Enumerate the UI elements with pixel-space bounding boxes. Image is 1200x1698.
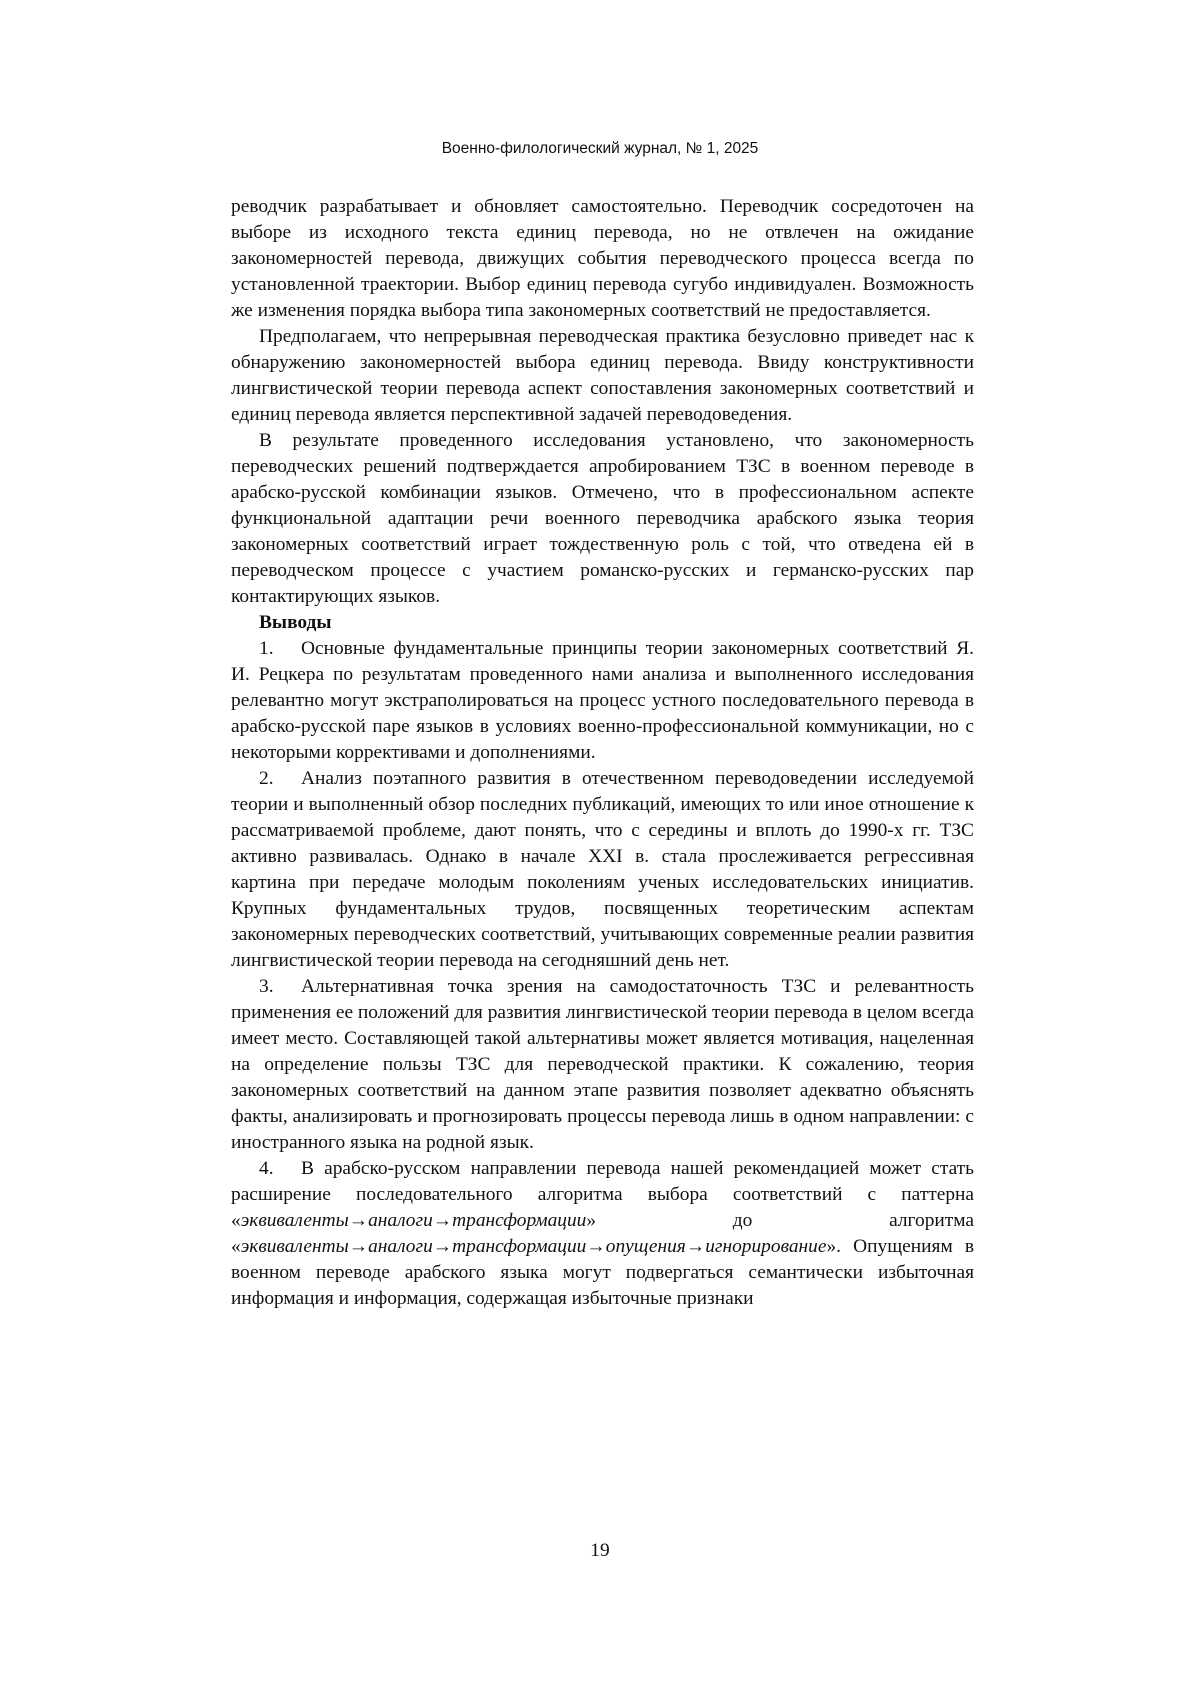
pattern-long: эквиваленты→аналоги→трансформации→опущения→игнорирование	[240, 1236, 827, 1257]
conclusion-item	[231, 636, 974, 766]
item-text: Основные фундаментальные принципы теории закономерных соответствий Я. И. Рецкера по результатам проведенного нами анализа и выполненного исследования релевантно могут экстраполироваться на процесс устного последовательного перевода в арабско-русской паре языков в условиях военно-профессиональной коммуникации, но с некоторыми коррективами и дополнениями.	[231, 638, 974, 763]
body-text	[231, 194, 974, 1312]
conclusion-item	[231, 1156, 974, 1312]
section-title: Выводы	[259, 612, 332, 633]
item-number: 4.	[259, 1158, 274, 1179]
conclusion-item	[231, 766, 974, 974]
paragraph: В результате проведенного исследования установлено, что закономерность переводческих решений подтверждается апробированием ТЗС в военном переводе в арабско-русской комбинации языков. Отмечено, что в профессиональном аспекте функциональной адаптации речи военного переводчика арабского языка теория закономерных соответствий играет тождественную роль с той, что отведена ей в переводческом процессе с участием романско-русских и германско-русских пар контактирующих языков.	[231, 430, 974, 607]
item-number: 3.	[259, 976, 274, 997]
paragraph: реводчик разрабатывает и обновляет самостоятельно. Переводчик сосредоточен на выборе из исходного текста единиц перевода, но не отвлечен на ожидание закономерностей перевода, движущих события переводческого процесса всегда по установленной траектории. Выбор единиц перевода сугубо индивидуален. Возможность же изменения порядка выбора типа закономерных соответствий не предоставляется.	[231, 196, 974, 321]
running-header: Военно-филологический журнал, № 1, 2025	[441, 140, 759, 157]
item-number: 2.	[259, 768, 274, 789]
item-text: Альтернативная точка зрения на самодостаточность ТЗС и релевантность применения ее положений для развития лингвистической теории перевода в целом всегда имеет место. Составляющей такой альтернативы может является мотивация, нацеленная на определение пользы ТЗС для переводческой практики. К сожалению, теория закономерных соответствий на данном этапе развития позволяет адекватно объяснять факты, анализировать и прогнозировать процессы перевода лишь в одном направлении: с иностранного языка на родной язык.	[231, 976, 974, 1153]
item-text: Анализ поэтапного развития в отечественном переводоведении исследуемой теории и выполненный обзор последних публикаций, имеющих то или иное отношение к рассматриваемой проблеме, дают понять, что с середины и вплоть до 1990-х гг. ТЗС активно развивалась. Однако в начале XXI в. стала прослеживается регрессивная картина при передаче молодым поколениям ученых исследовательских инициатив. Крупных фундаментальных трудов, посвященных теоретическим аспектам закономерных переводческих соответствий, учитывающих современные реалии развития лингвистической теории перевода на сегодняшний день нет.	[231, 768, 974, 971]
item-text: » до алгоритма «	[231, 1210, 974, 1257]
item-text: В арабско-русском направлении перевода нашей рекомендацией может стать расширение последовательного алгоритма выбора соответствий с паттерна «	[231, 1158, 974, 1231]
item-number: 1.	[259, 638, 274, 659]
page-number: 19	[590, 1540, 610, 1561]
item-text: ». Опущениям в военном переводе арабского языка могут подвергаться семантически избыточная информация и информация, содержащая избыточные признаки	[231, 1236, 974, 1309]
conclusion-item	[231, 974, 974, 1156]
paragraph: Предполагаем, что непрерывная переводческая практика безусловно приведет нас к обнаружению закономерностей выбора единиц перевода. Ввиду конструктивности лингвистической теории перевода аспект сопоставления закономерных соответствий и единиц перевода является перспективной задачей переводоведения.	[231, 326, 974, 425]
pattern-short: эквиваленты→аналоги→трансформации	[240, 1210, 587, 1231]
